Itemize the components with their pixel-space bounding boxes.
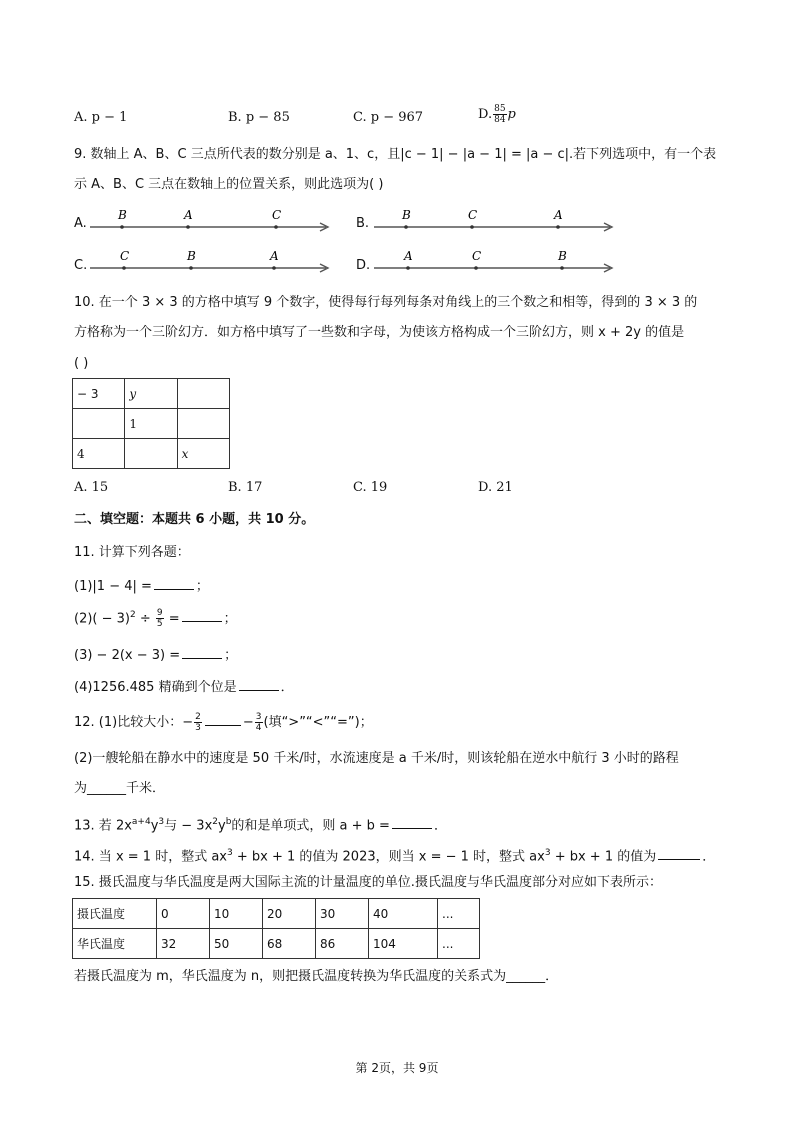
- q15-line2: 若摄氏温度为 m，华氏温度为 n，则把摄氏温度转换为华氏温度的关系式为______．: [74, 969, 559, 984]
- q9-option-a-label: A.: [74, 216, 87, 231]
- page-footer: 第 2页，共 9页: [355, 1061, 439, 1075]
- q8-option-a: A. p − 1: [74, 110, 128, 125]
- q9-c-point-2: B: [187, 249, 196, 263]
- magic-square-grid: [72, 378, 230, 469]
- q9-option-d-label: D.: [356, 258, 371, 273]
- temperature-table: [72, 898, 480, 959]
- q12-part1-lead: 12. (1)比较大小：−: [74, 715, 194, 730]
- q11-part2-numerator: 9: [156, 608, 163, 619]
- q9-c-point-3: A: [270, 249, 279, 263]
- q9-b-point-2: C: [468, 208, 478, 222]
- q14-exponent-1: 3: [227, 848, 233, 858]
- q9-d-point-2: C: [472, 249, 482, 263]
- q11-part1-text: (1)|1 − 4| =: [74, 579, 152, 594]
- table-cell: 50: [210, 929, 263, 959]
- table-cell: 32: [157, 929, 210, 959]
- q14-middle: + bx + 1 的值为 2023，则当 x = − 1 时，整式 ax: [232, 849, 545, 865]
- q11-part4-text: (4)1256.485 精确到个位是: [74, 680, 237, 695]
- q10-line3: ( ): [74, 356, 89, 371]
- q8-option-b: B. p − 85: [228, 110, 290, 125]
- magic-cell: [177, 379, 229, 409]
- q13-exponent-4: b: [225, 817, 232, 827]
- q9-d-point-3: B: [558, 249, 567, 263]
- q9-number-line-d: [372, 246, 617, 276]
- table-cell: 10: [210, 899, 263, 929]
- answer-blank: [182, 610, 222, 622]
- table-header-cell: 华氏温度: [73, 929, 157, 959]
- q13-exponent-2: 3: [158, 817, 165, 827]
- table-header-cell: 摄氏温度: [73, 899, 157, 929]
- q11-part2-base: (2)( − 3): [74, 611, 130, 627]
- q11-part3: [74, 647, 237, 664]
- q13-end: ．: [433, 818, 447, 834]
- q12-part1: [74, 712, 373, 733]
- magic-cell: y: [125, 379, 177, 409]
- q14-text: [74, 845, 715, 865]
- q11-part3-end: ；: [224, 648, 238, 663]
- q11-part2-denominator: 5: [156, 619, 163, 630]
- answer-blank: [239, 679, 279, 691]
- q13-lead: 13. 若 2x: [74, 818, 132, 834]
- q8-option-d: [478, 104, 516, 125]
- q12-part1-hint: (填“>”“<”“=”)；: [263, 715, 373, 730]
- q9-number-line-a: [88, 205, 333, 235]
- q14-exponent-2: 3: [544, 848, 551, 858]
- q9-line1: 9. 数轴上 A、B、C 三点所代表的数分别是 a、1、c，且|c − 1| − |a − 1| = |a − c|.若下列选项中，有一个表: [74, 147, 717, 162]
- q12-frac2-numerator: 3: [255, 712, 262, 722]
- q11-part2-exponent: 2: [130, 610, 136, 620]
- table-cell: ...: [438, 929, 480, 959]
- q14-end: ．: [702, 849, 716, 865]
- q9-line2: 示 A、B、C 三点在数轴上的位置关系，则此选项为( ): [74, 177, 384, 192]
- q12-part2-line1: (2)一艘轮船在静水中的速度是 50 千米/时，水流速度是 a 千米/时，则该轮船在逆水中航行 3 小时的路程: [74, 751, 679, 766]
- q9-b-point-3: A: [554, 208, 563, 222]
- q13-exponent-1: a+4: [131, 817, 151, 827]
- q11-part1: [74, 578, 209, 595]
- q9-option-b-label: B.: [356, 216, 370, 231]
- q9-c-point-1: C: [120, 249, 130, 263]
- q8-d-variable: p: [507, 107, 516, 122]
- magic-cell: [73, 409, 125, 439]
- q10-line2: 方格称为一个三阶幻方．如方格中填写了一些数和字母，为使该方格构成一个三阶幻方，则 x + 2y 的值是: [74, 325, 685, 340]
- table-cell: 104: [369, 929, 438, 959]
- magic-cell: [177, 409, 229, 439]
- table-cell: 20: [263, 899, 316, 929]
- q12-frac1-denominator: 3: [195, 723, 201, 733]
- answer-blank: [205, 714, 241, 726]
- q10-line1: 10. 在一个 3 × 3 的方格中填写 9 个数字，使得每行每列每条对角线上的三个数之和相等，得到的 3 × 3 的: [74, 295, 698, 310]
- table-cell: ...: [438, 899, 480, 929]
- answer-blank: [154, 578, 194, 590]
- section-heading: 二、填空题：本题共 6 小题，共 10 分。: [74, 512, 315, 527]
- q11-part1-end: ；: [195, 579, 209, 594]
- q10-option-a: A. 15: [74, 480, 109, 495]
- q8-option-d-label: D.: [478, 107, 493, 122]
- q9-a-point-3: C: [272, 208, 282, 222]
- q10-option-d: D. 21: [478, 480, 513, 495]
- q12-frac1-numerator: 2: [195, 712, 201, 722]
- q9-option-c-label: C.: [74, 258, 88, 273]
- q11-part4: [74, 679, 294, 696]
- q8-option-c: C. p − 967: [353, 110, 424, 125]
- q9-a-point-2: A: [184, 208, 193, 222]
- magic-cell: − 3: [73, 379, 125, 409]
- magic-cell: x: [177, 439, 229, 469]
- q14-lead: 14. 当 x = 1 时，整式 ax: [74, 849, 227, 865]
- q11-part2: [74, 607, 237, 629]
- q8-d-denominator: 84: [494, 115, 506, 125]
- magic-cell: 4: [73, 439, 125, 469]
- q12-minus: −: [242, 715, 254, 730]
- q11-part2-end: ；: [223, 611, 237, 627]
- q11-part2-divide: ÷: [135, 611, 155, 627]
- q13-middle: 与 − 3x: [164, 818, 213, 834]
- table-cell: 68: [263, 929, 316, 959]
- q9-a-point-1: B: [118, 208, 127, 222]
- q13-text: [74, 814, 447, 834]
- q9-b-point-1: B: [402, 208, 411, 222]
- q11-part2-equals: =: [164, 611, 180, 627]
- q13-tail: 的和是单项式，则 a + b =: [231, 818, 390, 834]
- q11-part4-end: ．: [280, 680, 294, 695]
- q13-var-y1: y: [150, 818, 159, 834]
- q14-tail: + bx + 1 的值为: [550, 849, 657, 865]
- magic-cell: [125, 439, 177, 469]
- magic-cell: 1: [125, 409, 177, 439]
- table-cell: 0: [157, 899, 210, 929]
- answer-blank: [182, 647, 222, 659]
- q9-number-line-c: [88, 246, 333, 276]
- q11-part3-text: (3) − 2(x − 3) =: [74, 648, 181, 663]
- q12-frac2-denominator: 4: [255, 723, 262, 733]
- q10-option-b: B. 17: [228, 480, 263, 495]
- q9-number-line-b: [372, 205, 617, 235]
- table-cell: 40: [369, 899, 438, 929]
- q9-d-point-1: A: [404, 249, 413, 263]
- table-cell: 86: [316, 929, 369, 959]
- q11-title: 11. 计算下列各题：: [74, 545, 190, 560]
- answer-blank: [392, 817, 432, 829]
- q10-option-c: C. 19: [353, 480, 388, 495]
- q13-var-y2: y: [218, 818, 226, 834]
- q8-d-numerator: 85: [494, 104, 506, 114]
- q13-exponent-3: 2: [212, 817, 218, 827]
- table-cell: 30: [316, 899, 369, 929]
- answer-blank: [658, 848, 700, 860]
- q12-part2-line2: 为______千米．: [74, 781, 166, 796]
- q15-line1: 15. 摄氏温度与华氏温度是两大国际主流的计量温度的单位.摄氏温度与华氏温度部分对应如下表所示：: [74, 875, 662, 890]
